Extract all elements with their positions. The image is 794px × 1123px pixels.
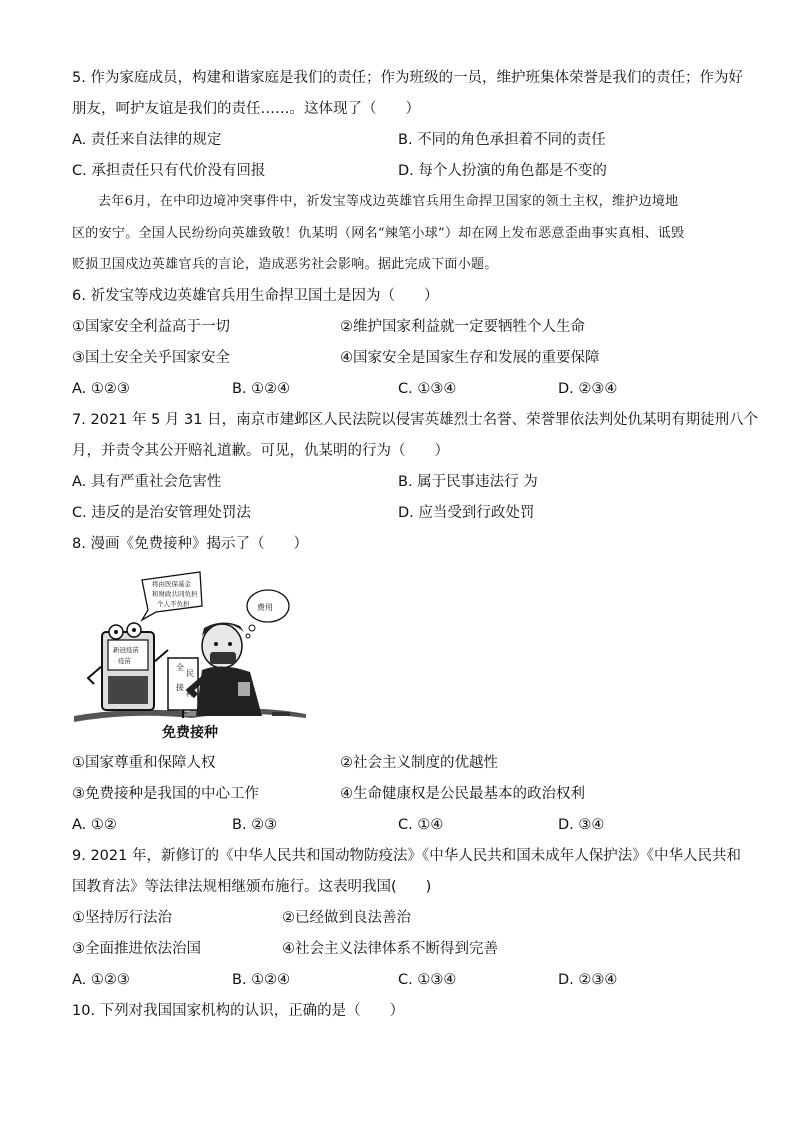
q8-option-d: D. ③④ [558, 817, 605, 833]
q9-statement-2: ②已经做到良法善治 [282, 910, 411, 926]
sign-char-4: 种 [186, 689, 194, 698]
q7-stem-line2: 月，并责令其公开赔礼道歉。可见，仇某明的行为（ ） [72, 443, 449, 459]
q6-statement-1: ①国家安全利益高于一切 [72, 319, 230, 335]
q9-stem-line2: 国教育法》等法律法规相继颁布施行。这表明我国( ) [72, 879, 432, 895]
passage-line2: 区的安宁。全国人民纷纷向英雄致敬！仇某明（网名“辣笔小球”）却在网上发布恶意歪曲事实真相、诋毁 [72, 226, 685, 241]
q6-statement-4: ④国家安全是国家生存和发展的重要保障 [340, 350, 600, 366]
q6-statement-3: ③国土安全关乎国家安全 [72, 350, 230, 366]
q9-option-a: A. ①②③ [72, 972, 130, 988]
q6-stem: 6. 祈发宝等戍边英雄官兵用生命捍卫国土是因为（ ） [72, 288, 439, 304]
q7-option-a: A. 具有严重社会危害性 [72, 474, 222, 490]
passage-line3: 贬损卫国戍边英雄官兵的言论，造成恶劣社会影响。据此完成下面小题。 [72, 257, 498, 272]
free-vaccination-cartoon [72, 566, 308, 744]
q5-option-c: C. 承担责任只有代价没有回报 [72, 163, 266, 179]
q6-statement-2: ②维护国家利益就一定要牺牲个人生命 [340, 319, 585, 335]
q5-option-b: B. 不同的角色承担着不同的责任 [398, 132, 606, 148]
q7-option-b: B. 属于民事违法行 为 [398, 474, 538, 490]
speech-line-1: 将由医保基金 [152, 580, 191, 588]
q9-stem-line1: 9. 2021 年，新修订的《中华人民共和国动物防疫法》《中华人民共和国未成年人保护法》《中华人民共和 [72, 848, 741, 864]
q8-statement-4: ④生命健康权是公民最基本的政治权利 [340, 786, 585, 802]
q7-option-d: D. 应当受到行政处罚 [398, 505, 535, 521]
q7-stem-line1: 7. 2021 年 5 月 31 日，南京市建邺区人民法院以侵害英雄烈士名誉、荣誉罪依法判处仇某明有期徒刑八个 [72, 412, 759, 428]
q8-option-b: B. ②③ [232, 817, 278, 833]
q5-stem-line1: 5. 作为家庭成员，构建和谐家庭是我们的责任；作为班级的一员，维护班集体荣誉是我们的责任；作为好 [72, 70, 743, 86]
device-label-2: 疫苗 [118, 657, 131, 665]
q6-option-d: D. ②③④ [558, 381, 618, 397]
q9-statement-4: ④社会主义法律体系不断得到完善 [282, 941, 498, 957]
q6-option-a: A. ①②③ [72, 381, 130, 397]
q9-option-b: B. ①②④ [232, 972, 291, 988]
q8-option-a: A. ①② [72, 817, 117, 833]
speech-line-2: 和财政共同负担 [152, 590, 198, 598]
q5-option-d: D. 每个人扮演的角色都是不变的 [398, 163, 607, 179]
q9-option-c: C. ①③④ [398, 972, 457, 988]
q8-statement-1: ①国家尊重和保障人权 [72, 755, 216, 771]
q9-statement-3: ③全面推进依法治国 [72, 941, 201, 957]
q10-stem: 10. 下列对我国国家机构的认识，正确的是（ ） [72, 1003, 405, 1019]
sign-char-3: 接 [176, 683, 184, 692]
q7-option-c: C. 违反的是治安管理处罚法 [72, 505, 251, 521]
sign-char-2: 民 [186, 669, 194, 678]
cartoon-caption: 免费接种 [162, 725, 218, 741]
q6-option-c: C. ①③④ [398, 381, 457, 397]
q5-stem-line2: 朋友，呵护友谊是我们的责任……。这体现了（ ） [72, 101, 420, 117]
thought-text: 费用 [257, 603, 273, 612]
q8-stem: 8. 漫画《免费接种》揭示了（ ） [72, 536, 308, 552]
speech-line-3: 个人不负担 [157, 600, 190, 608]
q8-option-c: C. ①④ [398, 817, 444, 833]
sign-char-1: 全 [176, 663, 184, 672]
q8-statement-3: ③免费接种是我国的中心工作 [72, 786, 259, 802]
q8-statement-2: ②社会主义制度的优越性 [340, 755, 498, 771]
q6-option-b: B. ①②④ [232, 381, 291, 397]
q9-option-d: D. ②③④ [558, 972, 618, 988]
device-label-1: 新冠疫苗 [113, 646, 139, 654]
cartoon-illustration [72, 566, 308, 744]
passage-line1: 去年6月，在中印边境冲突事件中，祈发宝等戍边英雄官兵用生命捍卫国家的领土主权，维护边境地 [98, 194, 679, 209]
q9-statement-1: ①坚持厉行法治 [72, 910, 172, 926]
q5-option-a: A. 责任来自法律的规定 [72, 132, 222, 148]
